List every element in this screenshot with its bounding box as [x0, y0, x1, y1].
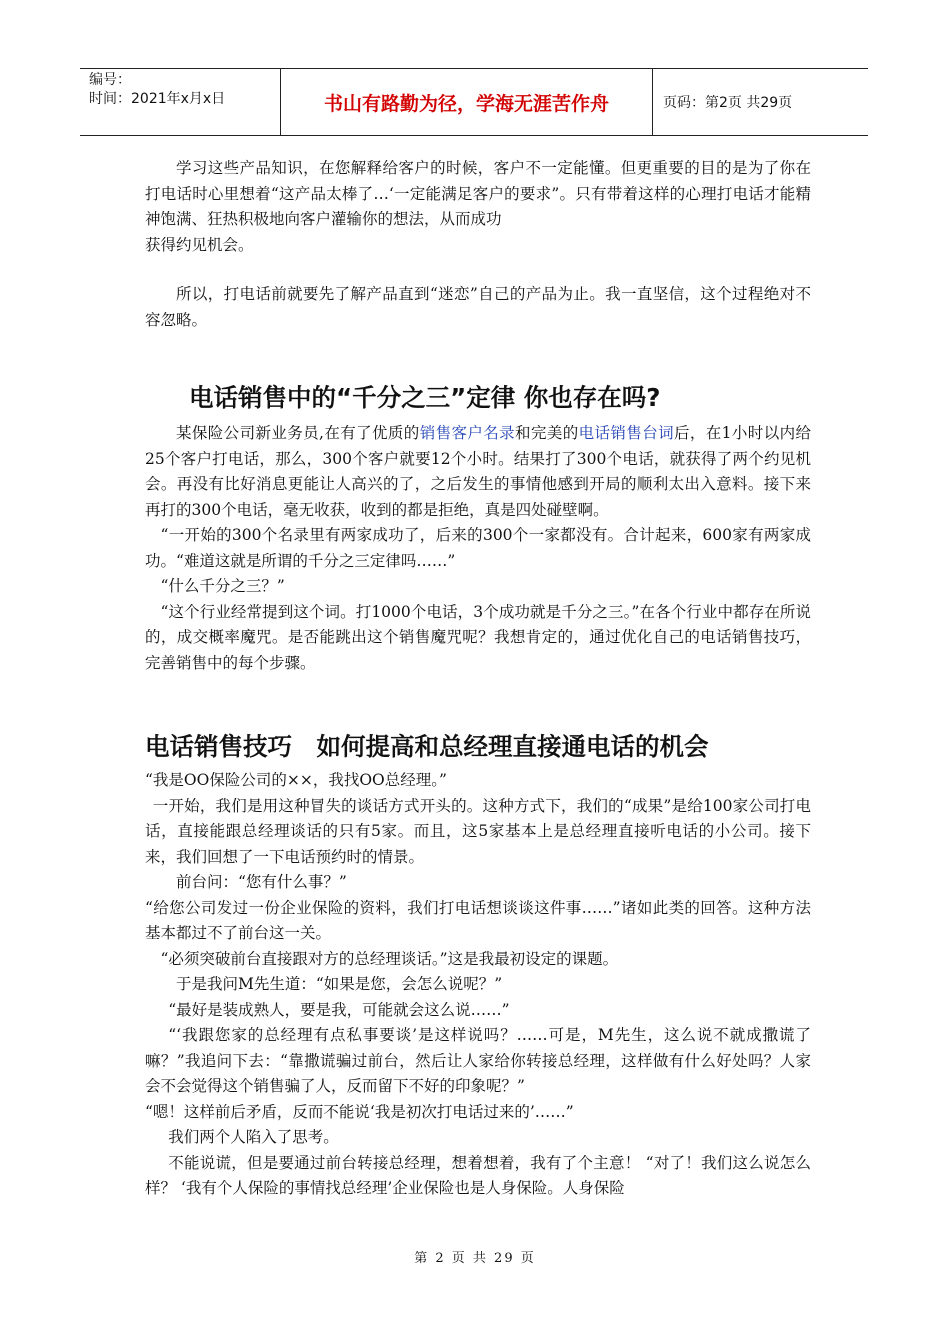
paragraph-product-knowledge: 学习这些产品知识，在您解释给客户的时候，客户不一定能懂。但更重要的目的是为了你在打电话时心里想着“这产品太棒了…‘一定能满足客户的要求”。只有带着这样的心理打电话才能精神饱满、狂热积极地向客户灌输你的想法，从而成功: [145, 159, 811, 228]
paragraph-insurance-agent: 某保险公司新业务员,在有了优质的销售客户名录和完美的电话销售台词后，在1小时以内给25个客户打电话，那么，300个客户就要12个小时。结果打了300个电话，就获得了两个约见机会。再没有比好消息更能让人高兴的了，之后发生的事情他感到开局的顺利太出入意料。接下来再打的300个电话，毫无收获，收到的都是拒绝，真是四处碰壁啊。: [145, 424, 811, 519]
section-title-three-per-thousand: 电话销售中的“千分之三”定律 你也存在吗?: [189, 383, 661, 412]
paragraph-quote-question: “什么千分之三？”: [160, 577, 285, 595]
document-body: [145, 156, 811, 1202]
paragraph-contradiction: “嗯！这样前后矛盾，反而不能说‘我是初次打电话过来的’……”: [145, 1102, 574, 1121]
paragraph-thinking: 我们两个人陷入了思考。: [168, 1128, 339, 1146]
paragraph-initial-approach: 一开始，我们是用这种冒失的谈话方式开头的。这种方式下，我们的“成果”是给100家公司打电话，直接能跟总经理谈话的只有5家。而且，这5家基本上是总经理直接听电话的小公司。接下来，我们回想了一下电话预约时的情景。: [145, 796, 811, 866]
section-title-telesales-skills: 电话销售技巧 如何提高和总经理直接通电话的机会: [145, 732, 709, 761]
paragraph-product-knowledge-end: 获得约见机会。: [145, 235, 254, 254]
paragraph-idea: 不能说谎，但是要通过前台转接总经理，想着想着，我有了个主意！ “对了！我们这么说怎么样？ ‘我有个人保险的事情找总经理’企业保险也是人身保险。人身保险: [145, 1153, 811, 1197]
paragraph-conclusion: 所以，打电话前就要先了解产品直到“迷恋”自己的产品为止。我一直坚信，这个过程绝对不容忽略。: [145, 285, 811, 329]
page-footer: 第 2 页 共 29 页: [414, 1251, 536, 1266]
paragraph-typical-answer: “给您公司发过一份企业保险的资料，我们打电话想谈谈这件事……”诸如此类的回答。这种方法基本都过不了前台这一关。: [145, 898, 811, 942]
header-page-info: 页码：第2页 共29页: [663, 95, 793, 111]
paragraph-pretend-acquaintance: “最好是装成熟人，要是我，可能就会这么说……”: [168, 1000, 510, 1019]
paragraph-ask-mr-m: 于是我问M先生道：“如果是您，会怎么说呢？”: [176, 975, 503, 993]
paragraph-opening-line: “我是OO保险公司的××，我找OO总经理。”: [145, 771, 447, 789]
paragraph-private-matter: “‘我跟您家的总经理有点私事要谈’是这样说吗？……可是，M先生，这么说不就成撒谎了嘛？”我追问下去：“靠撒谎骗过前台，然后让人家给你转接总经理，这样做有什么好处吗？人家会不会觉得这个销售骗了人，反而留下不好的印象呢？”: [145, 1026, 811, 1095]
paragraph-receptionist-question: 前台问：“您有什么事？”: [176, 873, 347, 891]
paragraph-task: “必须突破前台直接跟对方的总经理谈话。”这是我最初设定的课题。: [160, 949, 619, 968]
link-sales-customer-list[interactable]: 销售客户名录: [419, 424, 516, 442]
page-header: [80, 68, 868, 136]
document-date: 时间：2021年x月x日: [89, 91, 226, 107]
link-telesales-script[interactable]: 电话销售台词: [578, 424, 674, 442]
paragraph-quote-results: “一开始的300个名录里有两家成功了，后来的300个一家都没有。合计起来，600家有两家成功。“难道这就是所谓的千分之三定律吗……”: [145, 526, 811, 570]
header-meta: [80, 69, 281, 135]
header-motto: 书山有路勤为径，学海无涯苦作舟: [281, 69, 653, 135]
document-number-label: 编号：: [89, 72, 131, 88]
paragraph-quote-explanation: “这个行业经常提到这个词。打1000个电话，3个成功就是千分之三。”在各个行业中都存在所说的，成交概率魔咒。是否能跳出这个销售魔咒呢？我想肯定的，通过优化自己的电话销售技巧，完善销售中的每个步骤。: [145, 602, 811, 672]
